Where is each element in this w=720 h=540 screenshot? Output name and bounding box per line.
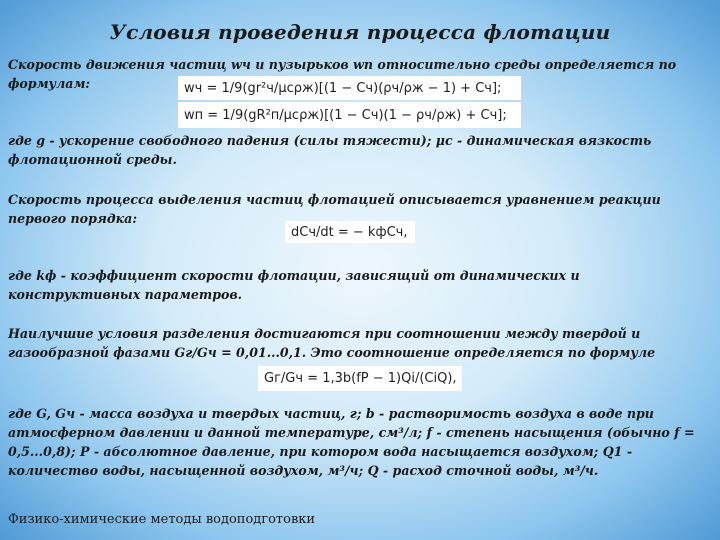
paragraph-flotation-rate: Скорость процесса выделения частиц флотацией описывается уравнением реакции первого порядка: — [8, 192, 661, 226]
paragraph-gravity-definition: где g - ускорение свободного падения (силы тяжести); μс - динамическая вязкость флотационной среды. — [8, 133, 652, 167]
paragraph-velocity: Скорость движения частиц wч и пузырьков wп относительно среды определяется по формулам: — [8, 57, 677, 91]
footer-caption: Физико-химические методы водоподготовки — [8, 512, 316, 527]
formula-bubble-velocity: wп = 1/9(gR²п/μсρж)[(1 − Сч)(1 − ρч/ρж) + Сч]; — [178, 102, 521, 128]
paragraph-variables-definition: где G, Gч - масса воздуха и твердых частиц, г; b - растворимость воздуха в воде при атмосферном давлении и данной температуре, см³/л; f - степень насыщения (обычно f = 0,5...0,8); P - абсолютное давление, при котором вода насыщается воздухом; Q1 - количество воды, насыщенной воздухом, м³/ч; Q - расход сточной воды, м³/ч. — [8, 406, 695, 478]
formula-particle-velocity: wч = 1/9(gr²ч/μсρж)[(1 − Сч)(ρч/ρж − 1) + Сч]; — [178, 76, 521, 100]
slide-title: Условия проведения процесса флотации — [109, 20, 611, 44]
paragraph-phase-ratio: Наилучшие условия разделения достигаются при соотношении между твердой и газообразной фазами Gг/Gч = 0,01...0,1. Это соотношение определяется по формуле — [8, 326, 656, 360]
paragraph-rate-coefficient: где kф - коэффициент скорости флотации, зависящий от динамических и конструктивных параметров. — [8, 268, 580, 302]
formula-rate-equation: dCч/dt = − kфCч, — [285, 221, 415, 243]
formula-phase-ratio: Gг/Gч = 1,3b(fP − 1)Qi/(CiQ), — [258, 366, 462, 391]
